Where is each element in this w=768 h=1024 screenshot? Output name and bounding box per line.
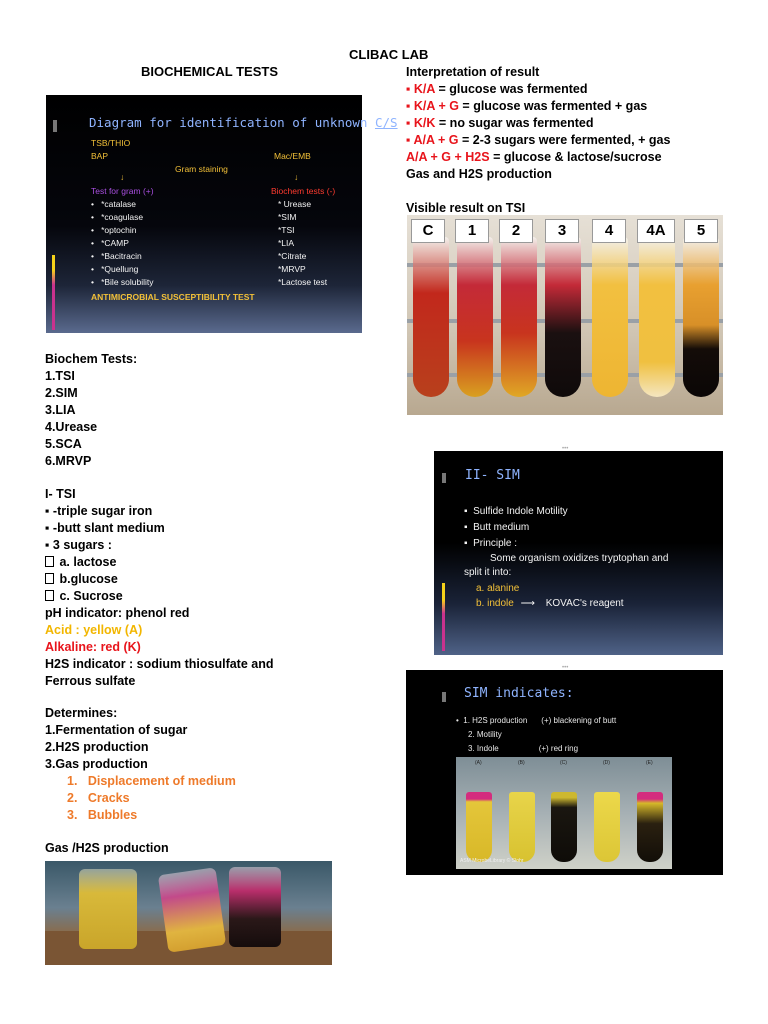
gram-positive-label: Test for gram (+) (91, 186, 154, 196)
list-item: c. Sucrose (45, 588, 274, 605)
interpretation-heading: Interpretation of result (406, 65, 540, 79)
tube-label: 4 (592, 219, 626, 243)
sim-indicates-title: SIM indicates: (464, 686, 574, 701)
sim-title: II- SIM (465, 468, 520, 483)
list-item: • *Bile solubility (91, 277, 154, 287)
right-test-list (278, 198, 327, 289)
list-item: 4.Urease (45, 420, 98, 434)
tube-label: 4A (637, 219, 675, 243)
biochem-negative-label: Biochem tests (-) (271, 186, 336, 196)
biochem-tests-block (45, 351, 137, 470)
determines-block (45, 705, 236, 824)
list-item: ▪ K/A = glucose was fermented (406, 82, 588, 96)
list-item: 2. Cracks (67, 791, 130, 805)
list-item: A/A + G + H2S = glucose & lactose/sucrose (406, 150, 662, 164)
tube-label: (A) (475, 760, 482, 766)
list-item: *SIM (278, 212, 297, 222)
list-item: 3.Gas production (45, 757, 148, 771)
section-title: BIOCHEMICAL TESTS (141, 64, 278, 79)
left-test-list (91, 198, 154, 289)
list-item: • *CAMP (91, 238, 129, 248)
gas-caption: Gas /H2S production (45, 841, 169, 855)
mac-label: Mac/EMB (274, 151, 311, 161)
list-item: 5.SCA (45, 437, 82, 451)
tube-label: 2 (499, 219, 533, 243)
acid-label: Acid : yellow (A) (45, 623, 143, 637)
alkaline-label: Alkaline: red (K) (45, 640, 141, 654)
tube-label: (C) (560, 760, 567, 766)
tsi-visible-caption: Visible result on TSI (406, 201, 526, 215)
antimicrobial-footer: ANTIMICROBIAL SUSCEPTIBILITY TEST (91, 292, 255, 302)
diagram-title: Diagram for identification of unknown C/S (89, 115, 398, 130)
list-item: ▪ A/A + G = 2-3 sugars were fermented, + gas (406, 133, 671, 147)
sim-indicators-list (456, 714, 616, 756)
list-item: ▪ 3 sugars : (45, 538, 112, 552)
tsi-heading: I- TSI (45, 487, 76, 501)
list-item: • *Quellung (91, 264, 139, 274)
biochem-heading: Biochem Tests: (45, 352, 138, 366)
sim-tubes-photo (456, 757, 672, 869)
tsi-block (45, 486, 274, 690)
principle-text-cont: split it into: (464, 567, 512, 578)
list-item: ▪ Butt medium (464, 522, 530, 533)
tsb-label: TSB/THIO (91, 138, 131, 148)
h2s-indicator-cont: Ferrous sulfate (45, 674, 136, 688)
list-item: 2.SIM (45, 386, 78, 400)
list-item: • 1. H2S production (+) blackening of butt (456, 716, 617, 725)
lab-title: CLIBAC LAB (349, 47, 429, 62)
list-item: 2.H2S production (45, 740, 149, 754)
list-item: Gas and H2S production (406, 167, 552, 181)
list-item: *TSI (278, 225, 295, 235)
gas-h2s-photo (45, 861, 332, 965)
list-item: 1. Displacement of medium (67, 774, 236, 788)
list-item: *MRVP (278, 264, 306, 274)
tube-label: (D) (603, 760, 610, 766)
interpretation-block (406, 64, 670, 183)
photo-credit: ASM MicrobeLibrary © Slohr (460, 858, 524, 864)
list-item: 1.TSI (45, 369, 75, 383)
bap-label: BAP (91, 151, 109, 161)
tube-label: 5 (684, 219, 718, 243)
list-item: ▪ -triple sugar iron (45, 504, 153, 518)
sim-bullets (464, 504, 568, 552)
alanine-label: a. alanine (476, 583, 520, 594)
slide-dots: ••• (562, 446, 569, 452)
indole-row: b. indole ⟶ KOVAC's reagent (476, 598, 624, 609)
list-item: • *coagulase (91, 212, 144, 222)
list-item: *Citrate (278, 251, 307, 261)
arrow-left: ↓ (120, 172, 125, 182)
list-item: 2. Motility (468, 730, 502, 739)
list-item: b.glucose (45, 571, 274, 588)
list-item: ▪ K/K = no sugar was fermented (406, 116, 594, 130)
list-item: ▪ Principle : (464, 538, 518, 549)
tube-label: 3 (545, 219, 579, 243)
list-item: ▪ K/A + G = glucose was fermented + gas (406, 99, 648, 113)
arrow-right: ↓ (294, 172, 299, 182)
list-item: 3. Bubbles (67, 808, 138, 822)
list-item: *LIA (278, 238, 295, 248)
list-item: • *Bacitracin (91, 251, 142, 261)
tube-label: (B) (518, 760, 525, 766)
list-item: 1.Fermentation of sugar (45, 723, 188, 737)
diagram-slide (45, 95, 398, 333)
determines-heading: Determines: (45, 706, 118, 720)
list-item: • *catalase (91, 199, 137, 209)
ph-indicator: pH indicator: phenol red (45, 606, 190, 620)
tube-label: (E) (646, 760, 653, 766)
list-item: 3. Indole (+) red ring (468, 744, 579, 753)
list-item: a. lactose (45, 554, 274, 571)
tube-label: C (411, 219, 445, 243)
list-item: 6.MRVP (45, 454, 92, 468)
h2s-indicator: H2S indicator : sodium thiosulfate and (45, 657, 274, 671)
gram-label: Gram staining (175, 164, 228, 174)
list-item: * Urease (278, 199, 312, 209)
tube-label: 1 (455, 219, 489, 243)
principle-text: Some organism oxidizes tryptophan and (490, 553, 669, 564)
list-item: *Lactose test (278, 277, 328, 287)
sim-slide (434, 446, 723, 655)
list-item: 3.LIA (45, 403, 76, 417)
list-item: • *optochin (91, 225, 137, 235)
tsi-result-photo (407, 215, 723, 415)
list-item: ▪ Sulfide Indole Motility (464, 506, 568, 517)
slide-dots: ••• (562, 665, 569, 671)
sim-indicates-slide (406, 665, 723, 875)
list-item: ▪ -butt slant medium (45, 521, 165, 535)
